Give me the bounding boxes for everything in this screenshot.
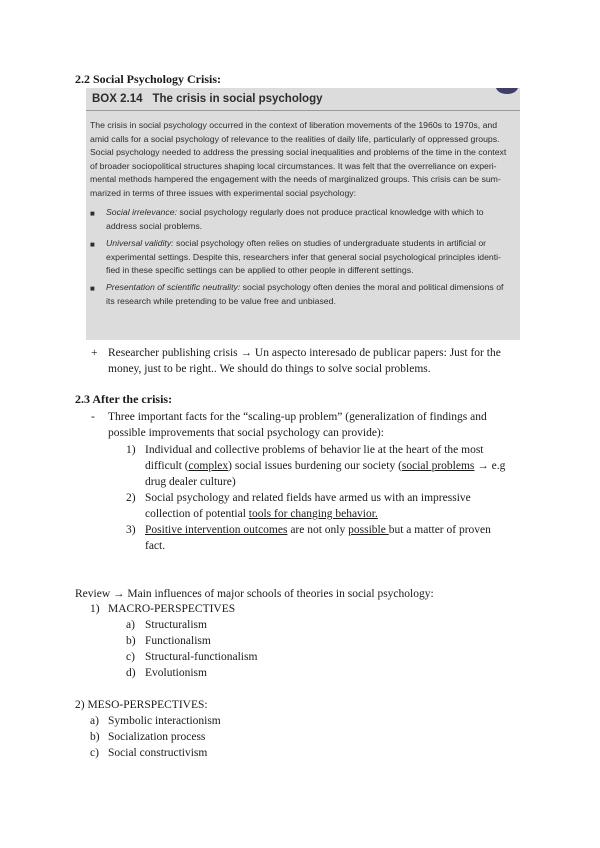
bullet-text: social psychology often denies the moral and political dimensions of: [240, 282, 504, 292]
list-letter: c): [90, 747, 99, 759]
fact-line: [145, 458, 505, 474]
section-heading-2-2: 2.2 Social Psychology Crisis:: [75, 72, 221, 86]
fact-text: difficult (: [145, 460, 189, 472]
box-bullet-line: address social problems.: [106, 220, 203, 231]
list-item: Evolutionism: [145, 667, 207, 679]
meso-perspectives-title: 2) MESO-PERSPECTIVES:: [75, 699, 208, 711]
fact-text: but a matter of proven: [388, 524, 491, 536]
box-bullet-line: [106, 281, 503, 295]
fact-text: collection of potential: [145, 508, 249, 520]
note-line: money, just to be right.. We should do things to solve social problems.: [108, 363, 431, 375]
fact-line: Social psychology and related fields have armed us with an impressive: [145, 492, 471, 504]
box-bullet-line: fied in these specific settings can be applied to other people in different settings.: [106, 265, 414, 275]
square-bullet-icon: ■: [90, 209, 95, 218]
square-bullet-icon: ■: [90, 284, 95, 293]
list-item: Functionalism: [145, 635, 211, 647]
list-letter: b): [126, 635, 136, 647]
list-number: 3): [126, 524, 136, 536]
list-item: Social constructivism: [108, 747, 208, 759]
review-intro: Review → Main influences of major schools of theories in social psychology:: [75, 588, 434, 600]
bullet-term: Presentation of scientific neutrality:: [106, 282, 241, 292]
list-item: Socialization process: [108, 731, 206, 743]
box-divider: [86, 110, 520, 111]
crisis-box-image: [86, 88, 520, 340]
note-line: Researcher publishing crisis → Un aspecto interesado de publicar papers: Just for the: [108, 347, 501, 359]
box-corner-decoration: [496, 88, 518, 94]
bullet-text: social psychology regularly does not produce practical knowledge with which to: [176, 207, 484, 217]
box-paragraph-line: The crisis in social psychology occurred in the context of liberation movements of the 1960s to 1970s, and: [90, 120, 498, 130]
section-heading-2-3: 2.3 After the crisis:: [75, 392, 173, 406]
list-number: 1): [126, 444, 136, 456]
box-title: [92, 93, 323, 105]
box-paragraph-line: mental methods hampered the engagement with the needs of marginalized groups. This crisis can be sum-: [90, 174, 501, 184]
square-bullet-icon: ■: [90, 240, 95, 249]
box-title-text: The crisis in social psychology: [152, 93, 323, 105]
box-paragraph-line: of broader sociopolitical structures shaping local circumstances. It was felt that the overreliance on experi-: [90, 160, 497, 171]
dash-bullet-icon: -: [91, 411, 95, 423]
list-letter: b): [90, 731, 100, 743]
list-item: Symbolic interactionism: [108, 715, 221, 727]
fact-line: [145, 522, 491, 538]
fact-line: fact.: [145, 540, 166, 552]
underlined-text: possible: [348, 524, 389, 536]
list-item: Structural-functionalism: [145, 651, 258, 663]
fact-text: are not only: [287, 524, 349, 536]
fact-text: ) social issues burdening our society (: [228, 460, 402, 472]
list-number: 1): [90, 603, 100, 615]
list-letter: c): [126, 651, 135, 663]
fact-line: [145, 506, 378, 522]
box-paragraph-line: marized in terms of three issues with experimental social psychology:: [90, 187, 357, 198]
fact-text: → e.g: [474, 460, 506, 472]
plus-bullet-icon: +: [91, 347, 98, 359]
bullet-term: Social irrelevance:: [106, 207, 177, 217]
fact-line: drug dealer culture): [145, 476, 236, 488]
box-bullet-line: its research while pretending to be value free and unbiased.: [106, 295, 336, 306]
fact-line: Individual and collective problems of behavior lie at the heart of the most: [145, 444, 484, 456]
underlined-text: tools for changing behavior.: [248, 508, 378, 520]
box-bullet-line: [106, 237, 486, 251]
bullet-term: Universal validity:: [106, 238, 174, 248]
box-paragraph-line: Social psychology needed to address the pressing social inequalities and problems of the time in the context: [90, 147, 507, 157]
underlined-text: complex: [188, 460, 229, 472]
box-bullet-line: experimental settings. Despite this, researchers infer that general social psychological principles identi-: [106, 251, 501, 262]
list-item: Structuralism: [145, 619, 207, 631]
list-letter: a): [126, 619, 135, 631]
underlined-text: social problems: [401, 460, 475, 472]
box-number: BOX 2.14: [92, 93, 143, 105]
box-bullet-line: [106, 206, 484, 220]
macro-perspectives-title: MACRO-PERSPECTIVES: [108, 603, 236, 615]
list-letter: d): [126, 667, 136, 679]
box-paragraph-line: amid calls for a social psychology of relevance to the realities of daily life, particularly of oppressed groups.: [90, 133, 500, 144]
intro-line: possible improvements that social psychology can provide):: [108, 427, 384, 439]
intro-line: Three important facts for the “scaling-up problem” (generalization of findings and: [108, 411, 487, 423]
bullet-text: social psychology often relies on studies of undergraduate students in artificial or: [173, 238, 487, 248]
list-number: 2): [126, 492, 136, 504]
underlined-text: Positive intervention outcomes: [145, 524, 288, 536]
list-letter: a): [90, 715, 99, 727]
